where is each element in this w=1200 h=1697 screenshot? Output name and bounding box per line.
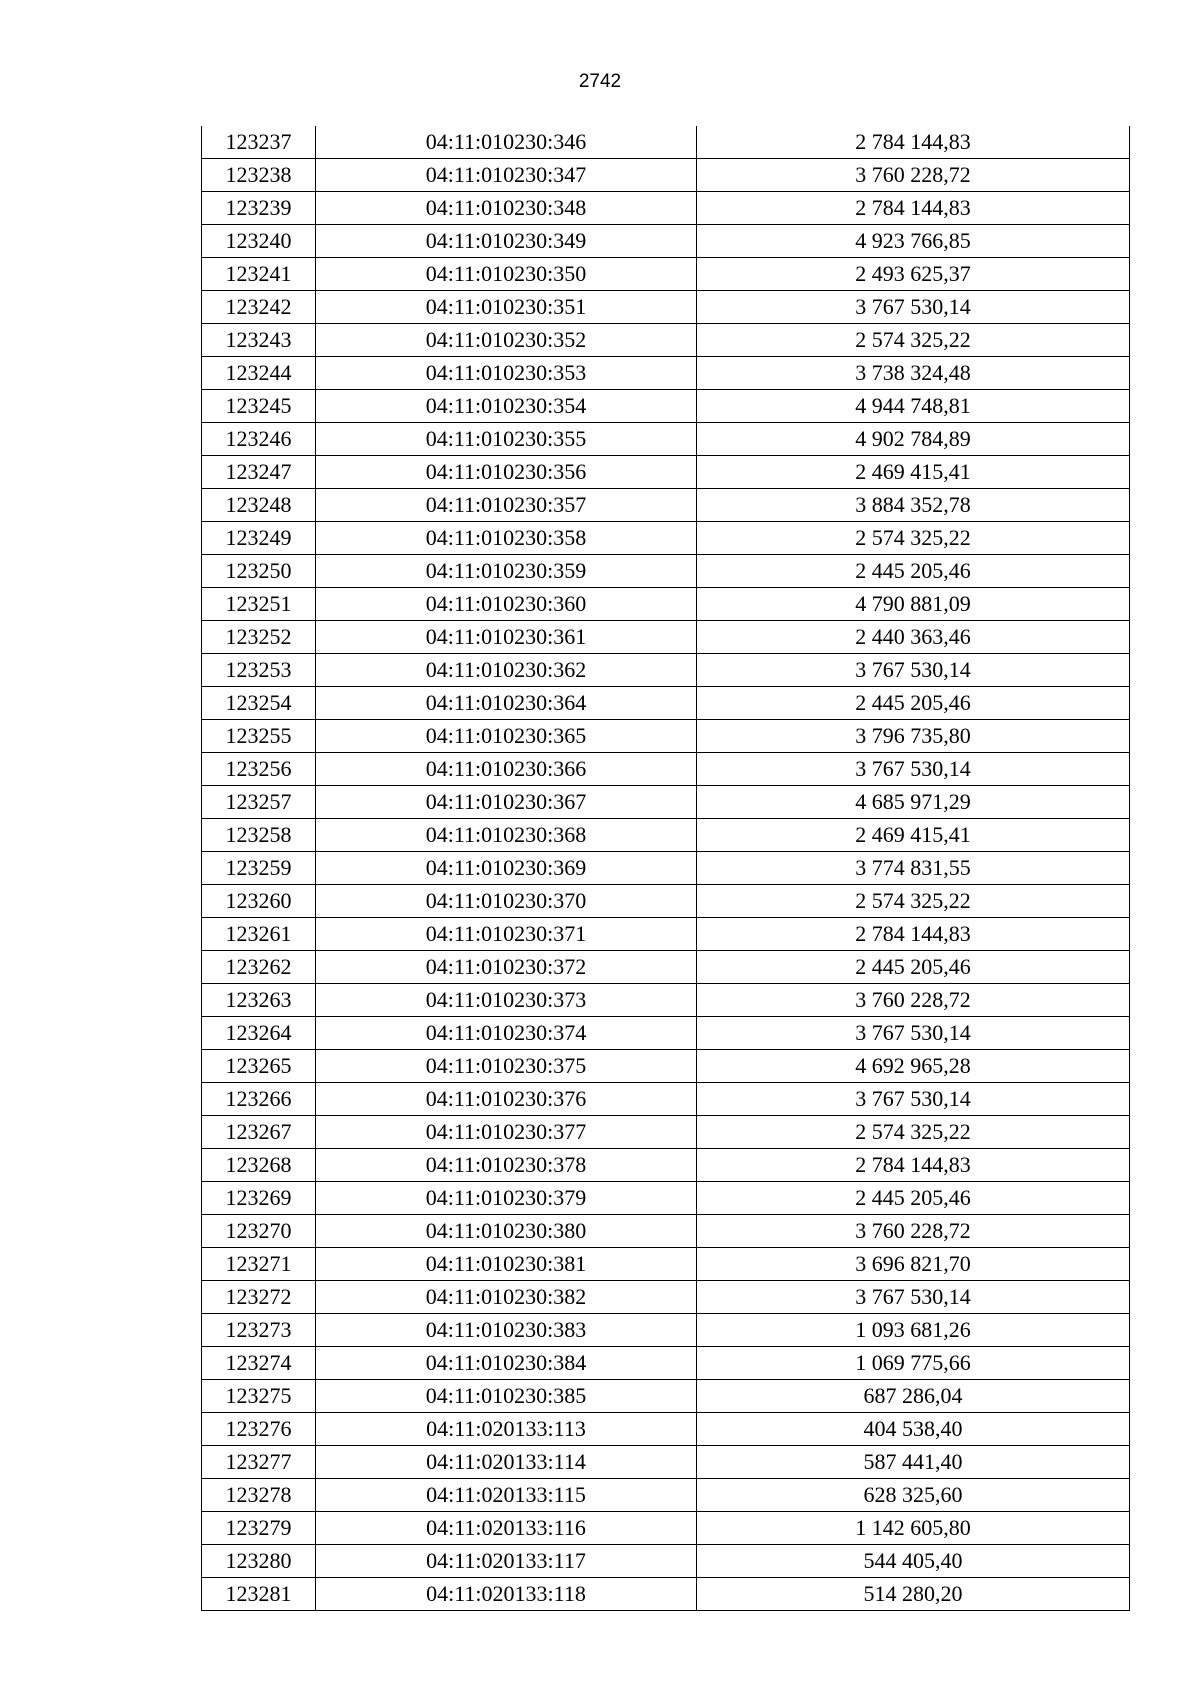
cadastral-number-cell: 04:11:020133:114 [316,1446,697,1479]
table-row [202,588,1130,621]
cadastral-value-cell: 628 325,60 [697,1479,1130,1512]
cadastral-value-cell: 3 696 821,70 [697,1248,1130,1281]
table-row [202,126,1130,159]
cadastral-number-cell: 04:11:010230:350 [316,258,697,291]
cadastral-value-cell: 4 790 881,09 [697,588,1130,621]
record-number-cell: 123242 [202,291,316,324]
record-number-cell: 123256 [202,753,316,786]
table-row [202,1545,1130,1578]
table-row [202,1182,1130,1215]
cadastral-value-cell: 3 774 831,55 [697,852,1130,885]
record-number-cell: 123281 [202,1578,316,1611]
cadastral-number-cell: 04:11:010230:362 [316,654,697,687]
cadastral-number-cell: 04:11:020133:113 [316,1413,697,1446]
record-number-cell: 123254 [202,687,316,720]
table-row [202,720,1130,753]
table-row [202,456,1130,489]
record-number-cell: 123279 [202,1512,316,1545]
table-row [202,324,1130,357]
cadastral-value-cell: 514 280,20 [697,1578,1130,1611]
record-number-cell: 123241 [202,258,316,291]
cadastral-value-cell: 1 093 681,26 [697,1314,1130,1347]
cadastral-value-cell: 4 902 784,89 [697,423,1130,456]
record-number-cell: 123243 [202,324,316,357]
table-row [202,786,1130,819]
table-row [202,951,1130,984]
cadastral-value-cell: 2 574 325,22 [697,324,1130,357]
table-row [202,225,1130,258]
cadastral-value-cell: 1 142 605,80 [697,1512,1130,1545]
cadastral-number-cell: 04:11:010230:370 [316,885,697,918]
table-row [202,1149,1130,1182]
record-number-cell: 123237 [202,126,316,159]
cadastral-number-cell: 04:11:010230:385 [316,1380,697,1413]
cadastral-value-cell: 4 685 971,29 [697,786,1130,819]
cadastral-value-cell: 3 767 530,14 [697,1083,1130,1116]
table-row [202,192,1130,225]
record-number-cell: 123245 [202,390,316,423]
cadastral-number-cell: 04:11:010230:347 [316,159,697,192]
table-row [202,1347,1130,1380]
record-number-cell: 123240 [202,225,316,258]
cadastral-number-cell: 04:11:010230:377 [316,1116,697,1149]
page-number: 2742 [578,71,622,92]
cadastral-value-cell: 687 286,04 [697,1380,1130,1413]
cadastral-number-cell: 04:11:010230:353 [316,357,697,390]
record-number-cell: 123264 [202,1017,316,1050]
cadastral-number-cell: 04:11:010230:372 [316,951,697,984]
table-row [202,654,1130,687]
cadastral-value-cell: 544 405,40 [697,1545,1130,1578]
table-row [202,1050,1130,1083]
cadastral-value-cell: 2 784 144,83 [697,918,1130,951]
cadastral-value-cell: 4 944 748,81 [697,390,1130,423]
cadastral-value-cell: 2 784 144,83 [697,192,1130,225]
record-number-cell: 123257 [202,786,316,819]
record-number-cell: 123266 [202,1083,316,1116]
record-number-cell: 123276 [202,1413,316,1446]
record-number-cell: 123268 [202,1149,316,1182]
cadastral-number-cell: 04:11:010230:379 [316,1182,697,1215]
record-number-cell: 123239 [202,192,316,225]
table-row [202,1380,1130,1413]
table-row [202,852,1130,885]
cadastral-number-cell: 04:11:010230:351 [316,291,697,324]
table-row [202,1413,1130,1446]
table-row [202,357,1130,390]
cadastral-value-cell: 3 760 228,72 [697,1215,1130,1248]
cadastral-value-cell: 3 767 530,14 [697,753,1130,786]
cadastral-number-cell: 04:11:010230:349 [316,225,697,258]
table-row [202,291,1130,324]
cadastral-number-cell: 04:11:010230:359 [316,555,697,588]
table-row [202,753,1130,786]
cadastral-value-cell: 2 493 625,37 [697,258,1130,291]
cadastral-number-cell: 04:11:010230:364 [316,687,697,720]
table-row [202,1281,1130,1314]
cadastral-number-cell: 04:11:010230:367 [316,786,697,819]
cadastral-value-cell: 1 069 775,66 [697,1347,1130,1380]
cadastral-number-cell: 04:11:010230:361 [316,621,697,654]
record-number-cell: 123247 [202,456,316,489]
cadastral-value-cell: 2 574 325,22 [697,885,1130,918]
table-row [202,555,1130,588]
record-number-cell: 123263 [202,984,316,1017]
cadastral-number-cell: 04:11:010230:368 [316,819,697,852]
table-row [202,390,1130,423]
record-number-cell: 123244 [202,357,316,390]
cadastral-number-cell: 04:11:010230:381 [316,1248,697,1281]
cadastral-number-cell: 04:11:020133:118 [316,1578,697,1611]
cadastral-number-cell: 04:11:020133:117 [316,1545,697,1578]
cadastral-value-cell: 3 767 530,14 [697,291,1130,324]
cadastral-number-cell: 04:11:020133:115 [316,1479,697,1512]
cadastral-number-cell: 04:11:010230:355 [316,423,697,456]
cadastral-number-cell: 04:11:010230:366 [316,753,697,786]
record-number-cell: 123270 [202,1215,316,1248]
cadastral-number-cell: 04:11:010230:383 [316,1314,697,1347]
cadastral-number-cell: 04:11:010230:346 [316,126,697,159]
table-row [202,1116,1130,1149]
table-row [202,1578,1130,1611]
cadastral-value-cell: 2 784 144,83 [697,126,1130,159]
cadastral-value-cell: 2 445 205,46 [697,687,1130,720]
record-number-cell: 123269 [202,1182,316,1215]
cadastral-number-cell: 04:11:010230:365 [316,720,697,753]
table-row [202,1215,1130,1248]
cadastral-value-cell: 2 469 415,41 [697,819,1130,852]
cadastral-number-cell: 04:11:010230:375 [316,1050,697,1083]
cadastral-value-cell: 3 738 324,48 [697,357,1130,390]
record-number-cell: 123273 [202,1314,316,1347]
cadastral-value-cell: 3 796 735,80 [697,720,1130,753]
record-number-cell: 123248 [202,489,316,522]
cadastral-number-cell: 04:11:010230:371 [316,918,697,951]
cadastral-value-cell: 2 574 325,22 [697,1116,1130,1149]
table-row [202,489,1130,522]
record-number-cell: 123238 [202,159,316,192]
table-row [202,1314,1130,1347]
cadastral-value-cell: 3 760 228,72 [697,159,1130,192]
table-row [202,522,1130,555]
table-row [202,621,1130,654]
record-number-cell: 123251 [202,588,316,621]
table-row [202,1512,1130,1545]
cadastral-value-cell: 3 760 228,72 [697,984,1130,1017]
cadastral-number-cell: 04:11:010230:369 [316,852,697,885]
cadastral-value-cell: 3 884 352,78 [697,489,1130,522]
cadastral-number-cell: 04:11:010230:382 [316,1281,697,1314]
cadastral-number-cell: 04:11:010230:360 [316,588,697,621]
cadastral-number-cell: 04:11:010230:354 [316,390,697,423]
cadastral-value-cell: 4 692 965,28 [697,1050,1130,1083]
table-row [202,885,1130,918]
table-row [202,1248,1130,1281]
record-number-cell: 123262 [202,951,316,984]
record-number-cell: 123246 [202,423,316,456]
table-row [202,159,1130,192]
table-row [202,1446,1130,1479]
cadastral-value-cell: 587 441,40 [697,1446,1130,1479]
record-number-cell: 123250 [202,555,316,588]
cadastral-value-cell: 3 767 530,14 [697,1017,1130,1050]
record-number-cell: 123278 [202,1479,316,1512]
table-row [202,423,1130,456]
table-row [202,258,1130,291]
cadastral-number-cell: 04:11:020133:116 [316,1512,697,1545]
cadastral-number-cell: 04:11:010230:380 [316,1215,697,1248]
cadastral-value-cell: 3 767 530,14 [697,1281,1130,1314]
cadastral-value-cell: 3 767 530,14 [697,654,1130,687]
record-number-cell: 123258 [202,819,316,852]
cadastral-value-cell: 2 445 205,46 [697,951,1130,984]
cadastral-number-cell: 04:11:010230:352 [316,324,697,357]
record-number-cell: 123252 [202,621,316,654]
record-number-cell: 123280 [202,1545,316,1578]
cadastral-value-cell: 2 445 205,46 [697,555,1130,588]
cadastral-value-cell: 2 574 325,22 [697,522,1130,555]
record-number-cell: 123249 [202,522,316,555]
cadastral-value-cell: 404 538,40 [697,1413,1130,1446]
cadastral-number-cell: 04:11:010230:384 [316,1347,697,1380]
cadastral-number-cell: 04:11:010230:358 [316,522,697,555]
record-number-cell: 123261 [202,918,316,951]
table-row [202,1479,1130,1512]
record-number-cell: 123265 [202,1050,316,1083]
record-number-cell: 123253 [202,654,316,687]
table-row [202,819,1130,852]
cadastral-value-cell: 2 469 415,41 [697,456,1130,489]
table-row [202,918,1130,951]
cadastral-number-cell: 04:11:010230:357 [316,489,697,522]
cadastral-number-cell: 04:11:010230:356 [316,456,697,489]
cadastral-value-cell: 2 440 363,46 [697,621,1130,654]
record-number-cell: 123275 [202,1380,316,1413]
table-row [202,1017,1130,1050]
cadastral-value-cell: 4 923 766,85 [697,225,1130,258]
record-number-cell: 123255 [202,720,316,753]
cadastral-value-cell: 2 445 205,46 [697,1182,1130,1215]
cadastral-number-cell: 04:11:010230:373 [316,984,697,1017]
record-number-cell: 123267 [202,1116,316,1149]
record-number-cell: 123271 [202,1248,316,1281]
cadastral-number-cell: 04:11:010230:376 [316,1083,697,1116]
registry-table-body [202,126,1130,1611]
cadastral-number-cell: 04:11:010230:378 [316,1149,697,1182]
record-number-cell: 123260 [202,885,316,918]
table-row [202,1083,1130,1116]
cadastral-number-cell: 04:11:010230:348 [316,192,697,225]
record-number-cell: 123272 [202,1281,316,1314]
table-row [202,984,1130,1017]
cadastral-value-cell: 2 784 144,83 [697,1149,1130,1182]
registry-table [201,126,1130,1611]
cadastral-number-cell: 04:11:010230:374 [316,1017,697,1050]
record-number-cell: 123259 [202,852,316,885]
record-number-cell: 123277 [202,1446,316,1479]
record-number-cell: 123274 [202,1347,316,1380]
table-row [202,687,1130,720]
